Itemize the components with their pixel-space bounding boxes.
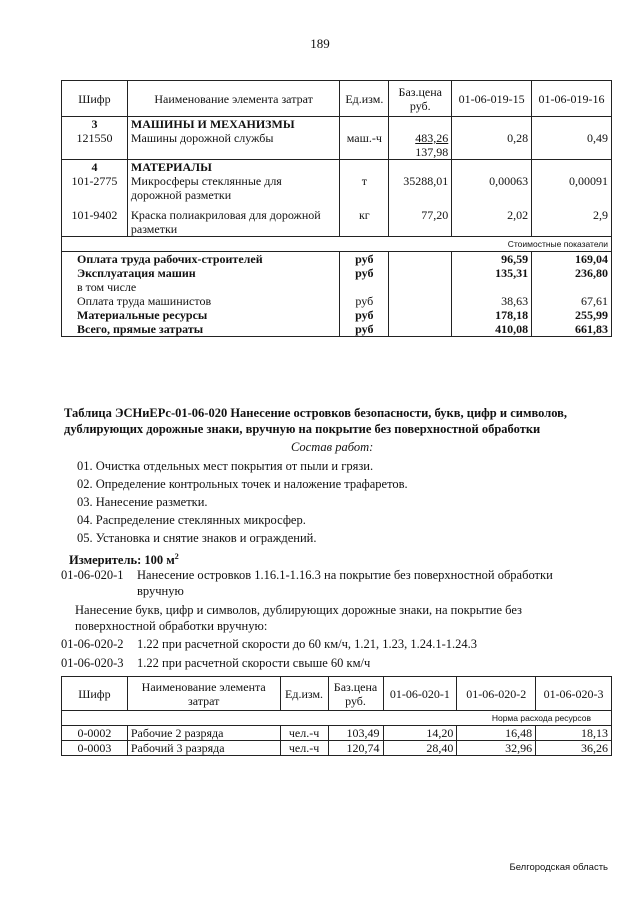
norm-label: Норма расхода ресурсов (62, 711, 612, 726)
row-price: 103,49 (328, 726, 383, 741)
section-text (61, 406, 621, 716)
work-item: 04. Распределение стеклянных микросфер. (77, 513, 306, 527)
summary-unit: руб (340, 322, 389, 337)
table-title: Таблица ЭСНиЕРс-01-06-020 Нанесение островков безопасности, букв, цифр и символов, (64, 406, 568, 420)
table-row-code: 101-9402 (62, 202, 128, 237)
summary-value: 255,99 (532, 308, 612, 322)
row-name: Рабочие 2 разряда (127, 726, 280, 741)
summary-value: 169,04 (532, 252, 612, 267)
summary-row (62, 252, 612, 267)
table-row-name-cont: дорожной разметки (130, 188, 232, 202)
t1-header-name: Наименование элемента затрат (127, 81, 339, 117)
work-item: 05. Установка и снятие знаков и ограждений. (77, 531, 317, 545)
section-title: МАШИНЫ И МЕХАНИЗМЫ (127, 117, 339, 132)
row-price: 120,74 (328, 741, 383, 756)
table-row-unit: т (340, 174, 389, 202)
row-value: 14,20 (383, 726, 457, 741)
paragraph: Нанесение букв, цифр и символов, дублирующих дорожные знаки, на покрытие без (75, 603, 522, 617)
table-row-name: Краска полиакриловая для дорожной (130, 208, 321, 222)
table-row-value: 0,00063 (452, 174, 532, 202)
t1-header-code: Шифр (62, 81, 128, 117)
table-row-name: Микросферы стеклянные для (130, 174, 282, 188)
summary-value: 236,80 (532, 266, 612, 280)
summary-name: Эксплуатация машин (62, 266, 340, 280)
page-number: 189 (310, 36, 330, 51)
t2-header-unit: Ед.изм. (280, 677, 328, 711)
row-value: 36,26 (536, 741, 612, 756)
footer-region: Белгородская область (509, 862, 608, 873)
table-row-price: 483,26 (415, 131, 449, 145)
summary-unit: руб (340, 266, 389, 280)
summary-name: Оплата труда рабочих-строителей (62, 252, 340, 267)
t1-header-col1: 01-06-019-15 (452, 81, 532, 117)
meter: Измеритель: 100 $м^2$ (69, 552, 179, 568)
row-value: 16,48 (457, 726, 536, 741)
summary-unit: руб (340, 294, 389, 308)
item-text: Нанесение островков 1.16.1-1.16.3 на покрытие без поверхностной обработки (137, 568, 553, 582)
works-title: Состав работ: (291, 440, 374, 454)
summary-name: Материальные ресурсы (62, 308, 340, 322)
table-row-name-cont: разметки (130, 222, 178, 236)
cost-indicators-label: Стоимостные показатели (62, 237, 612, 252)
summary-price-empty (389, 308, 452, 322)
item-text: 1.22 при расчетной скорости свыше 60 км/ч (137, 656, 371, 670)
row-unit: чел.-ч (280, 726, 328, 741)
summary-value: 96,59 (452, 252, 532, 267)
resource-table-1 (61, 80, 612, 337)
item-code: 01-06-020-3 (61, 656, 124, 670)
t2-header-code: Шифр (62, 677, 128, 711)
summary-row (62, 308, 612, 322)
item-text: 1.22 при расчетной скорости до 60 км/ч, 1.21, 1.23, 1.24.1-1.24.3 (137, 637, 478, 651)
table-row (62, 741, 612, 756)
t1-header-col2: 01-06-019-16 (532, 81, 612, 117)
summary-value: 38,63 (452, 294, 532, 308)
table-row-price-alt: 137,98 (415, 145, 449, 159)
work-item: 03. Нанесение разметки. (77, 495, 208, 509)
summary-name: Оплата труда машинистов (62, 294, 340, 308)
t2-header-col3: 01-06-020-3 (536, 677, 612, 711)
section-number: 4 (62, 160, 128, 175)
row-name: Рабочий 3 разряда (127, 741, 280, 756)
work-item: 01. Очистка отдельных мест покрытия от пыли и грязи. (77, 459, 374, 473)
summary-value (532, 280, 612, 294)
work-item: 02. Определение контрольных точек и наложение трафаретов. (77, 477, 408, 491)
table-row-price: 35288,01 (389, 174, 452, 202)
summary-unit: руб (340, 252, 389, 267)
section-number: 3 (62, 117, 128, 132)
summary-row (62, 266, 612, 280)
resource-table-2 (61, 676, 612, 756)
table-row-unit: маш.-ч (340, 131, 389, 160)
table-row-name: Машины дорожной службы (127, 131, 339, 160)
row-code: 0-0002 (62, 726, 128, 741)
summary-price-empty (389, 266, 452, 280)
item-text-cont: вручную (137, 584, 184, 598)
table-row-unit: кг (340, 202, 389, 237)
row-value: 32,96 (457, 741, 536, 756)
summary-value: 410,08 (452, 322, 532, 337)
item-code: 01-06-020-2 (61, 637, 124, 651)
summary-row (62, 322, 612, 337)
summary-unit (340, 280, 389, 294)
summary-price-empty (389, 294, 452, 308)
summary-value (452, 280, 532, 294)
row-code: 0-0003 (62, 741, 128, 756)
table-row-price: 77,20 (389, 202, 452, 237)
summary-value: 178,18 (452, 308, 532, 322)
section-title: МАТЕРИАЛЫ (127, 160, 339, 175)
item-code: 01-06-020-1 (61, 568, 124, 582)
table-row-value: 0,00091 (532, 174, 612, 202)
table-row-value: 0,49 (532, 131, 612, 160)
summary-value: 135,31 (452, 266, 532, 280)
summary-value: 661,83 (532, 322, 612, 337)
table-row-value: 0,28 (452, 131, 532, 160)
t2-header-price: Баз.цена руб. (328, 677, 383, 711)
row-value: 18,13 (536, 726, 612, 741)
summary-price-empty (389, 252, 452, 267)
summary-name: в том числе (62, 280, 340, 294)
t2-header-col2: 01-06-020-2 (457, 677, 536, 711)
table-row-code: 101-2775 (62, 174, 128, 202)
t1-header-price: Баз.цена руб. (389, 81, 452, 117)
table-title-cont: дублирующих дорожные знаки, вручную на покрытие без поверхностной обработки (64, 422, 541, 436)
row-unit: чел.-ч (280, 741, 328, 756)
paragraph-cont: поверхностной обработки вручную: (75, 619, 268, 633)
t1-header-unit: Ед.изм. (340, 81, 389, 117)
summary-price-empty (389, 322, 452, 337)
summary-price-empty (389, 280, 452, 294)
summary-unit: руб (340, 308, 389, 322)
summary-value: 67,61 (532, 294, 612, 308)
table-row-value: 2,9 (532, 202, 612, 237)
summary-name: Всего, прямые затраты (62, 322, 340, 337)
table-row-value: 2,02 (452, 202, 532, 237)
summary-row (62, 280, 612, 294)
summary-row (62, 294, 612, 308)
t2-header-name: Наименование элемента затрат (127, 677, 280, 711)
table-row-code: 121550 (62, 131, 128, 160)
row-value: 28,40 (383, 741, 457, 756)
t2-header-col1: 01-06-020-1 (383, 677, 457, 711)
table-row (62, 726, 612, 741)
